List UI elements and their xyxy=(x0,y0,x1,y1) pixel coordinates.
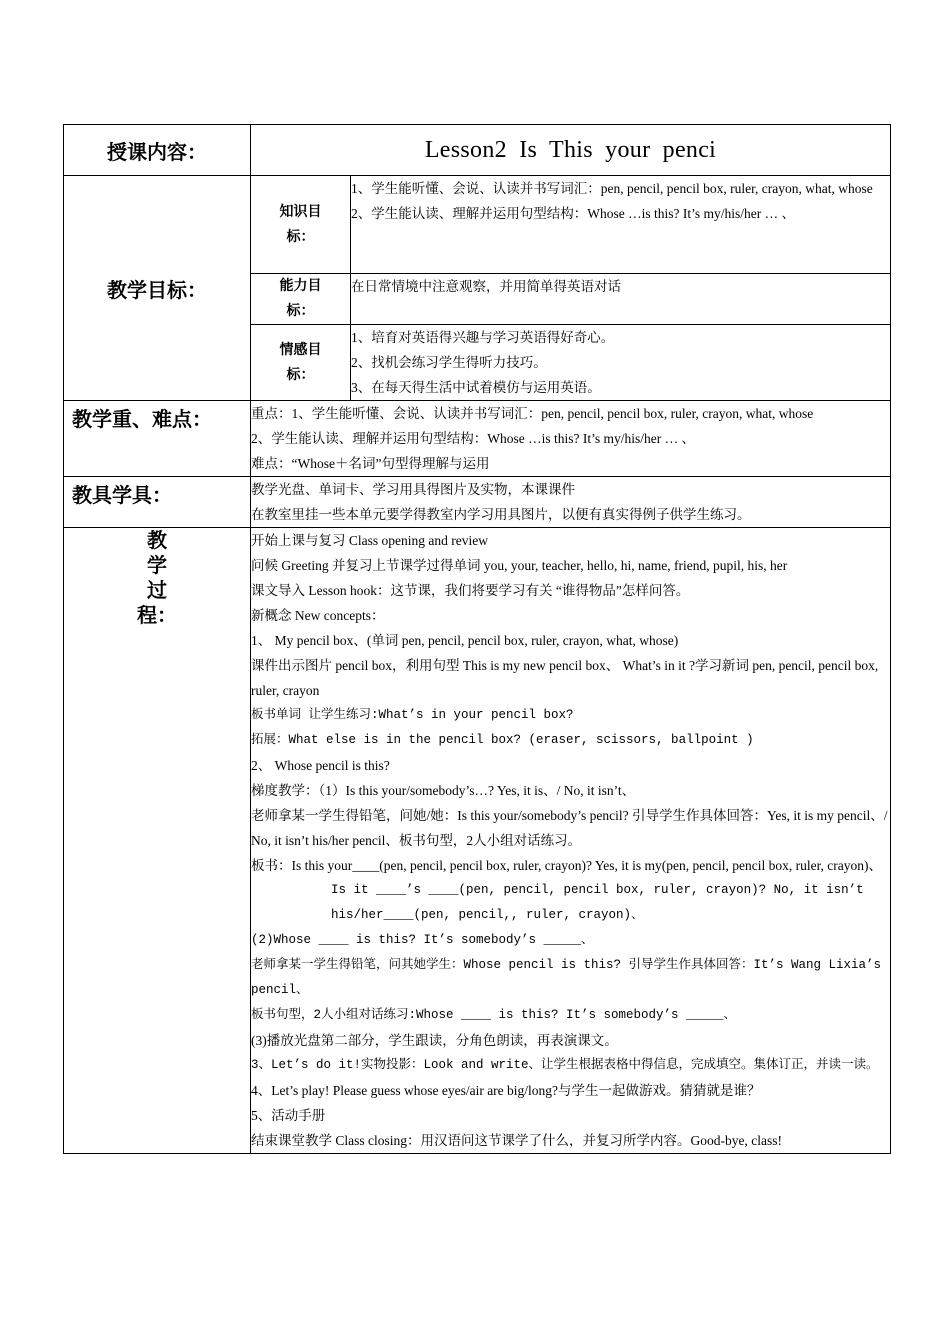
process-label-char: 学 xyxy=(147,553,167,577)
goals-row xyxy=(64,176,891,401)
header-label: 授课内容： xyxy=(64,125,251,176)
process-line: 课件出示图片 pencil box，利用句型 This is my new pencil box、 What’s in it ?学习新词 pen, pencil, pencil box, ruler, crayon xyxy=(251,658,879,698)
knowledge-goal-content xyxy=(351,176,891,274)
process-row xyxy=(64,528,891,1154)
knowledge-goal-row xyxy=(251,176,890,274)
emotion-goal-line: 2、找机会练习学生得听力技巧。 xyxy=(351,355,547,370)
ability-goal-content xyxy=(351,274,891,325)
knowledge-goal-label xyxy=(251,176,351,274)
process-line: 板书：Is this your____(pen, pencil, pencil box, ruler, crayon)? Yes, it is my(pen, pencil, pencil box, ruler, crayon)、 xyxy=(251,858,883,873)
process-line: 5、活动手册 xyxy=(251,1108,326,1123)
process-line: 板书句型，2人小组对话练习:Whose ____ is this? It’s somebody’s _____、 xyxy=(251,1008,737,1022)
process-line: 老师拿某一学生得铅笔，问她/她：Is this your/somebody’s pencil? 引导学生作具体回答：Yes, it is my pencil、/ No, it isn’t his/her pencil、板书句型，2人小组对话练习。 xyxy=(251,808,888,848)
ability-goal-label xyxy=(251,274,351,325)
process-line: 课文导入 Lesson hook：这节课，我们将要学习有关 “谁得物品”怎样问答。 xyxy=(251,583,690,598)
process-line: 1、 My pencil box、(单词 pen, pencil, pencil box, ruler, crayon, what, whose) xyxy=(251,633,679,648)
process-line: 开始上课与复习 Class opening and review xyxy=(251,533,488,548)
emotion-goal-line: 1、培育对英语得兴趣与学习英语得好奇心。 xyxy=(351,330,615,345)
goals-label: 教学目标： xyxy=(64,176,251,401)
emotion-goal-content xyxy=(351,325,891,401)
process-line: Is it ____’s ____(pen, pencil, pencil box, ruler, crayon)? No, it isn’t his/her____(pen, pencil,, ruler, crayon)、 xyxy=(331,883,864,922)
header-row xyxy=(64,125,891,176)
process-line: 板书单词 让学生练习:What’s in your pencil box? xyxy=(251,708,574,722)
process-line: 梯度教学：（1）Is this your/somebody’s…? Yes, it is、/ No, it isn’t、 xyxy=(251,783,636,798)
tools-row xyxy=(64,477,891,528)
key-points-line: 重点：1、学生能听懂、会说、认读并书写词汇：pen, pencil, pencil box, ruler, crayon, what, whose xyxy=(251,406,814,421)
goals-cell xyxy=(251,176,891,401)
emotion-goal-line: 3、在每天得生活中试着模仿与运用英语。 xyxy=(351,380,601,395)
process-line: 老师拿某一学生得铅笔，问其她学生：Whose pencil is this? 引导学生作具体回答：It’s Wang Lixia’s pencil、 xyxy=(251,958,882,997)
key-points-row xyxy=(64,401,891,477)
ability-goal-label-text: 能力目标： xyxy=(279,278,322,319)
process-line: 2、 Whose pencil is this? xyxy=(251,758,390,773)
tools-content xyxy=(251,477,891,528)
process-content xyxy=(251,528,891,1154)
key-points-line: 难点：“Whose＋名词”句型得理解与运用 xyxy=(251,456,490,471)
tools-line: 教学光盘、单词卡、学习用具得图片及实物，本课课件 xyxy=(251,482,575,497)
process-line: 结束课堂教学 Class closing：用汉语问这节课学了什么，并复习所学内容。Good-bye, class! xyxy=(251,1133,782,1148)
process-line: (3)播放光盘第二部分，学生跟读，分角色朗读，再表演课文。 xyxy=(251,1033,618,1048)
ability-goal-row xyxy=(251,274,890,325)
knowledge-goal-label-text: 知识目标： xyxy=(279,203,322,245)
process-line: 新概念 New concepts： xyxy=(251,608,385,623)
process-label-char: 教 xyxy=(147,528,167,552)
lesson-title: Lesson2 Is This your penci xyxy=(251,125,891,176)
process-label xyxy=(64,528,251,1154)
emotion-goal-label-text: 情感目标： xyxy=(279,341,322,383)
emotion-goal-label xyxy=(251,325,351,401)
tools-label: 教具学具： xyxy=(64,477,251,528)
lesson-plan-table xyxy=(63,124,891,1154)
process-line: (2)Whose ____ is this? It’s somebody’s _____、 xyxy=(251,933,594,947)
process-line: 拓展：What else is in the pencil box? (eraser, scissors, ballpoint ) xyxy=(251,733,754,747)
knowledge-goal-line: 1、学生能听懂、会说、认读并书写词汇：pen, pencil, pencil box, ruler, crayon, what, whose xyxy=(351,181,873,196)
key-points-line: 2、学生能认读、理解并运用句型结构：Whose …is this? It’s my/his/her … 、 xyxy=(251,431,695,446)
knowledge-goal-line: 2、学生能认读、理解并运用句型结构：Whose …is this? It’s my/his/her … 、 xyxy=(351,206,795,221)
tools-line: 在教室里挂一些本单元要学得教室内学习用具图片，以便有真实得例子供学生练习。 xyxy=(251,507,751,522)
process-label-char: 程： xyxy=(137,603,177,627)
key-points-label: 教学重、难点： xyxy=(64,401,251,477)
process-line: 4、Let’s play! Please guess whose eyes/air are big/long?与学生一起做游戏。猜猜就是谁？ xyxy=(251,1083,761,1098)
process-line: 问候 Greeting 并复习上节课学过得单词 you, your, teacher, hello, hi, name, friend, pupil, his, her xyxy=(251,558,788,573)
process-label-char: 过 xyxy=(147,578,167,602)
emotion-goal-row xyxy=(251,325,890,401)
process-line: 3、Let’s do it!实物投影：Look and write、让学生根据表格中得信息，完成填空。集体订正，并读一读。 xyxy=(251,1058,879,1072)
key-points-content xyxy=(251,401,891,477)
ability-goal-line: 在日常情境中注意观察，并用简单得英语对话 xyxy=(351,279,621,294)
goals-subtable xyxy=(251,176,890,400)
